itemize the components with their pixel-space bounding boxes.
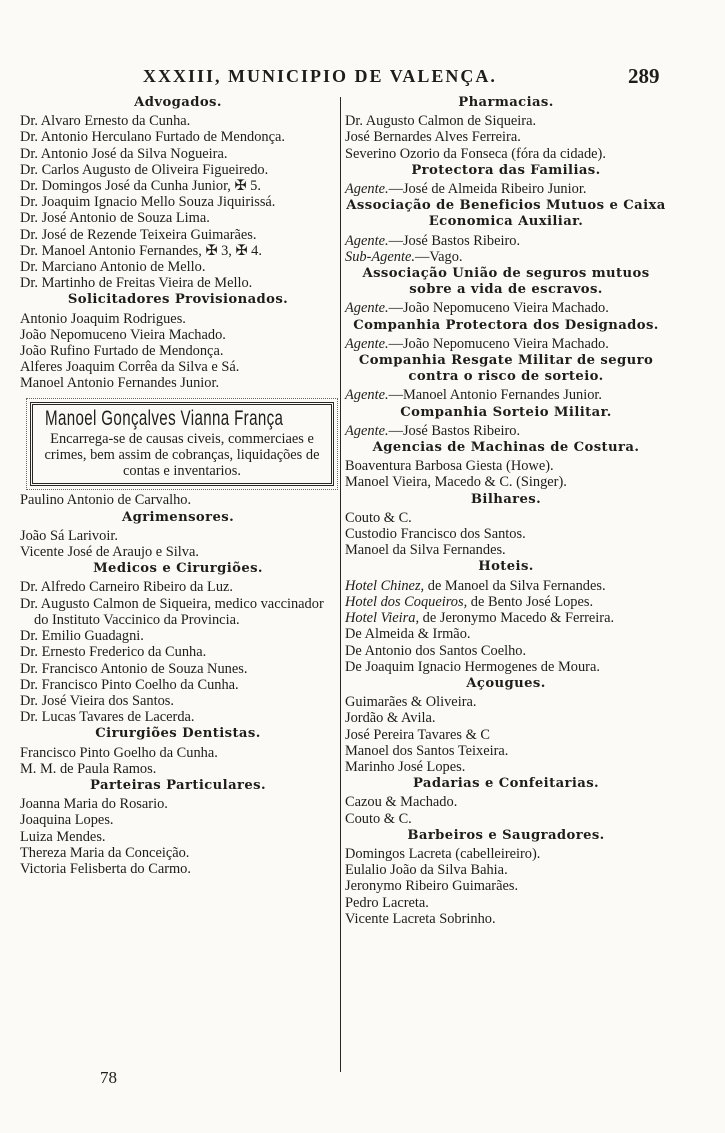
list-item: Dr. José de Rezende Teixeira Guimarães. bbox=[20, 226, 257, 243]
list-item: Dr. Alfredo Carneiro Ribeiro da Luz. bbox=[20, 579, 233, 596]
section-heading-designados: Companhia Protectora dos Designados. bbox=[353, 317, 659, 333]
agent-label: Agente. bbox=[345, 422, 389, 439]
list-item: Dr. Marciano Antonio de Mello. bbox=[20, 259, 206, 276]
list-agrimensores bbox=[20, 528, 336, 560]
list-item: Domingos Lacreta (cabelleireiro). bbox=[345, 845, 541, 862]
list-parteiras bbox=[20, 796, 336, 877]
advertisement-name: Manoel Gonçalves Vianna França bbox=[45, 406, 284, 430]
column-divider bbox=[340, 97, 341, 1072]
list-barbeiros bbox=[345, 846, 667, 927]
advertisement-box bbox=[30, 402, 334, 487]
signature-mark: 78 bbox=[100, 1068, 117, 1087]
list-item: Couto & C. bbox=[345, 810, 412, 827]
list-item: Joanna Maria do Rosario. bbox=[20, 796, 168, 813]
list-item: João Rufino Furtado de Mendonça. bbox=[20, 343, 224, 360]
agent-name: —João Nepomuceno Vieira Machado. bbox=[388, 335, 609, 352]
list-item: Dr. Joaquim Ignacio Mello Souza Jiquirissá. bbox=[20, 194, 276, 211]
section-heading-dentistas: Cirurgiões Dentistas. bbox=[95, 726, 261, 742]
list-item: Manoel Vieira, Macedo & C. (Singer). bbox=[345, 474, 567, 491]
list-item: Vicente Lacreta Sobrinho. bbox=[345, 910, 496, 927]
list-pharmacias bbox=[345, 113, 667, 162]
list-item: De Joaquim Ignacio Hermogenes de Moura. bbox=[345, 658, 600, 675]
agent-label: Agente. bbox=[345, 387, 389, 404]
advertisement-text: Encarrega-se de causas civeis, commerciaes e crimes, bem assim de cobranças, liquidações de contas e inventarios. bbox=[44, 430, 320, 480]
hotel-owner: de Manoel da Silva Fernandes. bbox=[424, 577, 606, 594]
list-item: Manoel dos Santos Teixeira. bbox=[345, 742, 509, 759]
list-item: Jeronymo Ribeiro Guimarães. bbox=[345, 878, 519, 895]
agent-name: —José Bastos Ribeiro. bbox=[388, 422, 521, 439]
list-item: Couto & C. bbox=[345, 509, 412, 526]
list-item: Joaquina Lopes. bbox=[20, 812, 114, 829]
list-item: Dr. José Vieira dos Santos. bbox=[20, 692, 174, 709]
list-item: Dr. Antonio José da Silva Nogueira. bbox=[20, 145, 228, 162]
page-number: 289 bbox=[628, 64, 660, 88]
agent-label: Agente. bbox=[345, 181, 389, 198]
list-item: Dr. Francisco Pinto Coelho da Cunha. bbox=[20, 676, 239, 693]
list-item: Severino Ozorio da Fonseca (fóra da cidade). bbox=[345, 145, 606, 162]
list-item bbox=[345, 610, 667, 626]
section-heading-solicitadores: Solicitadores Provisionados. bbox=[67, 292, 289, 308]
agent-name: —Manoel Antonio Fernandes Junior. bbox=[388, 387, 603, 404]
list-item: Dr. Domingos José da Cunha Junior, ✠ 5. bbox=[20, 178, 261, 195]
list-solicitadores bbox=[20, 311, 336, 392]
agent-name: —José de Almeida Ribeiro Junior. bbox=[388, 181, 587, 198]
section-heading-medicos: Medicos e Cirurgiões. bbox=[93, 561, 263, 577]
list-hoteis-named bbox=[345, 578, 667, 627]
list-item: José Bernardes Alves Ferreira. bbox=[345, 129, 521, 146]
agent-line bbox=[345, 336, 667, 352]
list-item: Dr. Manoel Antonio Fernandes, ✠ 3, ✠ 4. bbox=[20, 242, 262, 259]
list-item: Dr. Augusto Calmon de Siqueira. bbox=[345, 113, 537, 130]
agent-line bbox=[345, 300, 667, 316]
list-medicos bbox=[20, 579, 336, 725]
section-heading-beneficios: Associação de Beneficios Mutuos e Caixa Economica Auxiliar. bbox=[346, 198, 666, 230]
list-item: Victoria Felisberta do Carmo. bbox=[20, 860, 191, 877]
list-item: Vicente José de Araujo e Silva. bbox=[20, 544, 199, 561]
list-item: Francisco Pinto Goelho da Cunha. bbox=[20, 744, 218, 761]
list-item: M. M. de Paula Ramos. bbox=[20, 760, 157, 777]
section-heading-sorteio: Companhia Sorteio Militar. bbox=[400, 404, 612, 420]
list-item: Dr. Alvaro Ernesto da Cunha. bbox=[20, 113, 191, 130]
agent-line bbox=[345, 423, 667, 439]
agent-label: Agente. bbox=[345, 335, 389, 352]
section-heading-barbeiros: Barbeiros e Saugradores. bbox=[407, 827, 605, 843]
list-item: Dr. Augusto Calmon de Siqueira, medico vaccinador do Instituto Vaccinico da Provincia. bbox=[20, 595, 324, 628]
list-hoteis bbox=[345, 626, 667, 675]
hotel-name: Hotel dos Coqueiros, bbox=[345, 593, 468, 610]
list-item: Luiza Mendes. bbox=[20, 828, 106, 845]
list-item: Manoel Antonio Fernandes Junior. bbox=[20, 375, 220, 392]
page-header bbox=[0, 66, 725, 92]
agent-name: —José Bastos Ribeiro. bbox=[388, 232, 521, 249]
list-item: Guimarães & Oliveira. bbox=[345, 694, 477, 711]
list-item: Jordão & Avila. bbox=[345, 710, 436, 727]
section-heading-hoteis: Hoteis. bbox=[478, 559, 534, 575]
section-heading-uniao: Associação União de seguros mutuos sobre a vida de escravos. bbox=[362, 266, 650, 298]
right-column bbox=[345, 94, 667, 927]
hotel-owner: de Jeronymo Macedo & Ferreira. bbox=[419, 610, 615, 627]
list-item: Cazou & Machado. bbox=[345, 794, 458, 811]
list-item: Eulalio João da Silva Bahia. bbox=[345, 862, 508, 879]
list-item: Thereza Maria da Conceição. bbox=[20, 844, 190, 861]
list-item: Dr. Martinho de Freitas Vieira de Mello. bbox=[20, 275, 253, 292]
list-item: João Sá Larivoir. bbox=[20, 527, 118, 544]
section-heading-machinas: Agencias de Machinas de Costura. bbox=[372, 440, 640, 456]
list-item: Dr. Emilio Guadagni. bbox=[20, 628, 144, 645]
agent-line bbox=[345, 387, 667, 403]
list-padarias bbox=[345, 794, 667, 826]
section-heading-protectora: Protectora das Familias. bbox=[411, 162, 601, 178]
hotel-name: Hotel Vieira, bbox=[345, 610, 420, 627]
list-advogados bbox=[20, 113, 336, 291]
agent-label: Agente. bbox=[345, 300, 389, 317]
list-acougues bbox=[345, 694, 667, 775]
agent-line bbox=[345, 181, 667, 197]
list-dentistas bbox=[20, 745, 336, 777]
list-item: Boaventura Barbosa Giesta (Howe). bbox=[345, 458, 554, 475]
list-bilhares bbox=[345, 510, 667, 559]
running-title: XXXIII, MUNICIPIO DE VALENÇA. bbox=[143, 66, 497, 86]
sub-agent-line bbox=[345, 249, 667, 265]
list-item: Dr. José Antonio de Souza Lima. bbox=[20, 210, 210, 227]
agent-name: —João Nepomuceno Vieira Machado. bbox=[388, 300, 609, 317]
list-item: Dr. Antonio Herculano Furtado de Mendonça. bbox=[20, 129, 285, 146]
section-heading-resgate: Companhia Resgate Militar de seguro contra o risco de sorteio. bbox=[358, 353, 654, 385]
sub-agent-label: Sub-Agente. bbox=[345, 248, 415, 265]
section-heading-agrimensores: Agrimensores. bbox=[121, 509, 235, 525]
list-item: De Antonio dos Santos Coelho. bbox=[345, 642, 527, 659]
sub-agent-name: —Vago. bbox=[414, 248, 463, 265]
list-item: Manoel da Silva Fernandes. bbox=[345, 542, 506, 559]
section-heading-parteiras: Parteiras Particulares. bbox=[90, 777, 266, 793]
list-item: Dr. Ernesto Frederico da Cunha. bbox=[20, 644, 207, 661]
list-item bbox=[345, 594, 667, 610]
list-item: Paulino Antonio de Carvalho. bbox=[20, 492, 192, 509]
list-item: Marinho José Lopes. bbox=[345, 758, 466, 775]
list-item: José Pereira Tavares & C bbox=[345, 726, 490, 743]
list-item: Dr. Lucas Tavares de Lacerda. bbox=[20, 709, 195, 726]
list-item bbox=[345, 578, 667, 594]
left-column bbox=[20, 94, 336, 877]
list-item: De Almeida & Irmão. bbox=[345, 626, 471, 643]
list-item: Antonio Joaquim Rodrigues. bbox=[20, 310, 186, 327]
list-machinas bbox=[345, 458, 667, 490]
section-heading-advogados: Advogados. bbox=[134, 95, 222, 110]
section-heading-pharmacias: Pharmacias. bbox=[458, 95, 554, 110]
section-heading-bilhares: Bilhares. bbox=[470, 491, 542, 507]
agent-line bbox=[345, 233, 667, 249]
section-heading-padarias: Padarias e Confeitarias. bbox=[412, 776, 600, 792]
list-item: Pedro Lacreta. bbox=[345, 894, 429, 911]
hotel-name: Hotel Chinez, bbox=[345, 577, 425, 594]
hotel-owner: de Bento José Lopes. bbox=[467, 593, 594, 610]
agent-label: Agente. bbox=[345, 232, 389, 249]
list-item: João Nepomuceno Vieira Machado. bbox=[20, 326, 226, 343]
list-item: Dr. Carlos Augusto de Oliveira Figueiredo. bbox=[20, 161, 269, 178]
list-item: Dr. Francisco Antonio de Souza Nunes. bbox=[20, 660, 248, 677]
list-item: Alferes Joaquim Corrêa da Silva e Sá. bbox=[20, 359, 240, 376]
section-heading-acougues: Açougues. bbox=[466, 675, 546, 691]
list-item: Custodio Francisco dos Santos. bbox=[345, 526, 526, 543]
